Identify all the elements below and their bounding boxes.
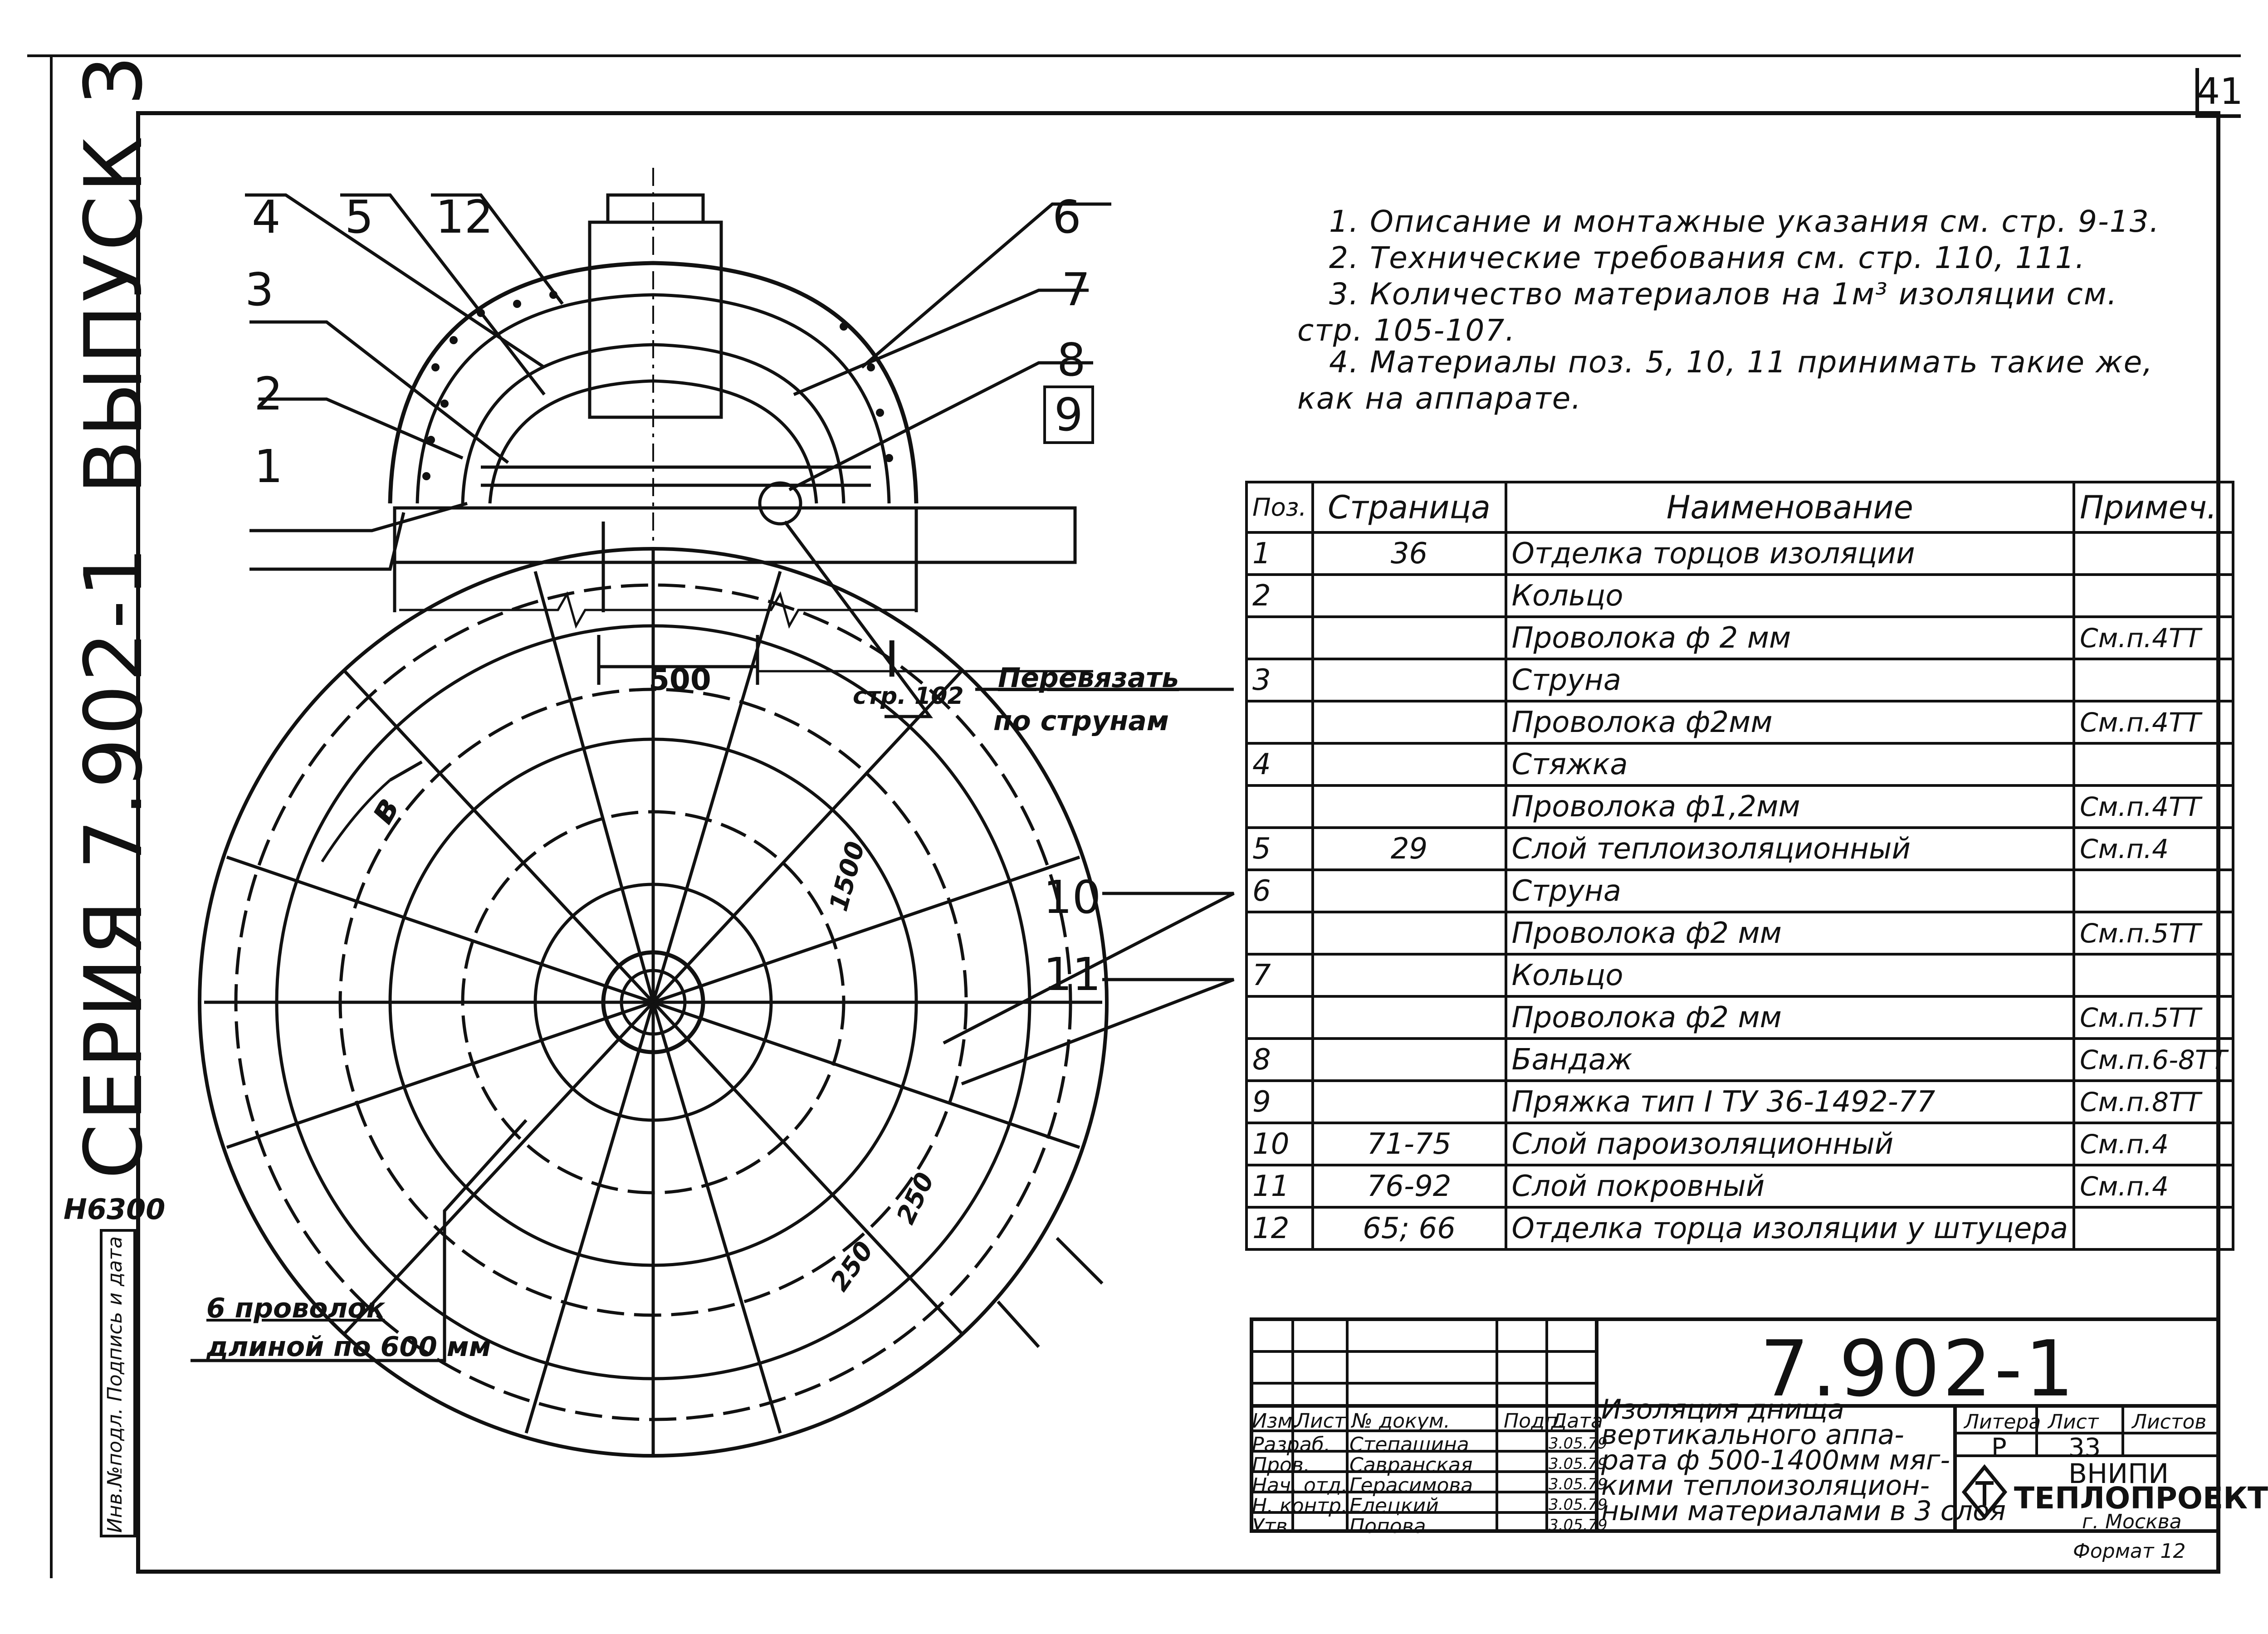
cell-name: Проволока ф1,2мм <box>1506 785 2074 828</box>
specification-table <box>1245 481 2234 1251</box>
stamp-date: 3.05.79 <box>1549 1496 1608 1514</box>
dim-1500: 1500 <box>824 838 871 915</box>
table-row <box>1246 575 2233 617</box>
sheet-format: Формат 12 <box>2073 1540 2186 1563</box>
stamp-name: Степашина <box>1349 1433 1469 1456</box>
table-row <box>1246 912 2233 954</box>
stamp-date: 3.05.79 <box>1549 1516 1608 1534</box>
inventory-code: Н6300 <box>64 1193 166 1226</box>
cell-name: Слой покровный <box>1506 1165 2074 1207</box>
stamp-date: 3.05.79 <box>1549 1475 1608 1493</box>
sheet-top-edge <box>27 54 2241 57</box>
stamp-role: Разраб. <box>1252 1433 1330 1456</box>
cell-pos: 11 <box>1246 1165 1313 1207</box>
table-row <box>1246 1081 2233 1123</box>
cell-page: 36 <box>1313 532 1506 575</box>
stamp-lit-header: Литера <box>1964 1410 2041 1434</box>
dim-250-a: 250 <box>891 1168 940 1229</box>
cell-page <box>1313 743 1506 785</box>
stamp-role: Утв. <box>1252 1515 1294 1538</box>
cell-name: Кольцо <box>1506 954 2074 996</box>
callout-10: 10 <box>1043 871 1101 924</box>
cell-page <box>1313 659 1506 701</box>
cell-name: Проволока ф 2 мм <box>1506 617 2074 659</box>
cell-pos: 1 <box>1246 532 1313 575</box>
wire-note-line1: 6 проволок <box>206 1293 385 1324</box>
cell-pos: 9 <box>1246 1081 1313 1123</box>
cell-pos: 7 <box>1246 954 1313 996</box>
stamp-col-docnum: № докум. <box>1352 1410 1450 1433</box>
callout-2: 2 <box>254 367 283 420</box>
issue-label: ВЫПУСК 3 <box>68 52 160 494</box>
cell-name: Проволока ф2мм <box>1506 701 2074 743</box>
cell-note <box>2074 532 2233 575</box>
series-label: СЕРИЯ 7.902-1 <box>68 544 160 1179</box>
cell-pos <box>1246 617 1313 659</box>
table-row <box>1246 1123 2233 1165</box>
col-note: Примеч. <box>2074 482 2233 532</box>
stamp-name: Герасимова <box>1349 1474 1473 1497</box>
cell-page: 71-75 <box>1313 1123 1506 1165</box>
stamp-sheet-header: Лист <box>2048 1410 2099 1434</box>
cell-name: Струна <box>1506 870 2074 912</box>
cell-note: См.п.8ТТ <box>2074 1081 2233 1123</box>
cell-pos: 4 <box>1246 743 1313 785</box>
note-3: 3. Количество материалов на 1м³ изоляции см. <box>1329 277 2118 312</box>
cell-page <box>1313 870 1506 912</box>
detail-mark: I <box>885 630 899 688</box>
cell-note <box>2074 1207 2233 1249</box>
note-1: 1. Описание и монтажные указания см. стр. 9-13. <box>1329 204 2160 239</box>
note-4-cont: как на аппарате. <box>1297 381 1582 416</box>
cell-page <box>1313 785 1506 828</box>
cell-pos <box>1246 701 1313 743</box>
org-logo-icon <box>1960 1463 2009 1522</box>
drawing-title: Изоляция днища вертикального аппа- рата ф 500-1400мм мяг- кими теплоизоляцион- ными материалами в 3 слоя <box>1601 1394 2006 1527</box>
cell-pos <box>1246 912 1313 954</box>
detail-circle <box>760 483 801 524</box>
cell-note: См.п.5ТТ <box>2074 996 2233 1039</box>
cell-note: См.п.4 <box>2074 1165 2233 1207</box>
cell-pos: 6 <box>1246 870 1313 912</box>
cell-note: См.п.4ТТ <box>2074 701 2233 743</box>
stamp-col-change: Изм. <box>1252 1410 1299 1433</box>
cell-note: См.п.5ТТ <box>2074 912 2233 954</box>
cell-name: Проволока ф2 мм <box>1506 996 2074 1039</box>
cell-pos: 3 <box>1246 659 1313 701</box>
table-row <box>1246 1039 2233 1081</box>
cell-page <box>1313 575 1506 617</box>
note-3-cont: стр. 105-107. <box>1297 313 1516 348</box>
org-name-2: ТЕПЛОПРОЕКТ <box>2014 1481 2268 1516</box>
cell-note: См.п.4ТТ <box>2074 617 2233 659</box>
dim-b: в <box>359 790 408 831</box>
org-name: ВНИПИ <box>2068 1458 2169 1490</box>
callout-9: 9 <box>1043 385 1094 444</box>
callout-6: 6 <box>1052 190 1081 244</box>
table-row <box>1246 617 2233 659</box>
col-position: Поз. <box>1246 482 1313 532</box>
cell-note: См.п.6-8ТТ <box>2074 1039 2233 1081</box>
note-2: 2. Технические требования см. стр. 110, 111. <box>1329 240 2086 275</box>
cell-name: Слой теплоизоляционный <box>1506 828 2074 870</box>
table-row <box>1246 701 2233 743</box>
callout-1: 1 <box>254 440 283 493</box>
cell-page: 29 <box>1313 828 1506 870</box>
cell-page <box>1313 1039 1506 1081</box>
cell-pos: 8 <box>1246 1039 1313 1081</box>
stamp-col-sign: Подп. <box>1504 1410 1564 1433</box>
cell-note <box>2074 870 2233 912</box>
cell-page <box>1313 1081 1506 1123</box>
table-row <box>1246 870 2233 912</box>
cell-page: 76-92 <box>1313 1165 1506 1207</box>
table-row <box>1246 659 2233 701</box>
cell-name: Струна <box>1506 659 2074 701</box>
stamp-col-date: Дата <box>1551 1410 1603 1433</box>
cell-pos: 12 <box>1246 1207 1313 1249</box>
table-row <box>1246 828 2233 870</box>
cell-note <box>2074 659 2233 701</box>
cell-note: См.п.4ТТ <box>2074 785 2233 828</box>
sheet-left-edge <box>50 54 53 1578</box>
cell-pos <box>1246 996 1313 1039</box>
cell-page <box>1313 701 1506 743</box>
callout-12: 12 <box>435 190 494 244</box>
cell-note <box>2074 743 2233 785</box>
table-header-row <box>1246 482 2233 532</box>
callout-5: 5 <box>345 190 374 244</box>
table-row <box>1246 1165 2233 1207</box>
inventory-margin-label: Инв.№подл. Подпись и дата <box>103 1236 127 1533</box>
col-page: Страница <box>1313 482 1506 532</box>
stamp-sheets-header: Листов <box>2132 1410 2207 1434</box>
dim-250-b: 250 <box>825 1236 880 1297</box>
callout-4: 4 <box>252 190 281 244</box>
stamp-col-sheet: Лист <box>1295 1410 1346 1433</box>
stamp-name: Попова <box>1349 1515 1426 1538</box>
cell-name: Бандаж <box>1506 1039 2074 1081</box>
cell-name: Отделка торца изоляции у штуцера <box>1506 1207 2074 1249</box>
stamp-name: Елецкий <box>1349 1494 1439 1517</box>
stamp-lit: Р <box>1991 1433 2007 1463</box>
stamp-name: Савранская <box>1349 1454 1473 1477</box>
cell-pos: 5 <box>1246 828 1313 870</box>
table-row <box>1246 996 2233 1039</box>
cell-page: 65; 66 <box>1313 1207 1506 1249</box>
table-row <box>1246 785 2233 828</box>
callout-11: 11 <box>1043 948 1101 1001</box>
org-city: г. Москва <box>2082 1510 2182 1533</box>
base-support <box>395 508 1075 562</box>
cell-page <box>1313 954 1506 996</box>
wire-note-line2: длиной по 600 мм <box>206 1331 491 1363</box>
stamp-date: 3.05.79 <box>1549 1434 1608 1453</box>
cell-pos: 10 <box>1246 1123 1313 1165</box>
cell-name: Кольцо <box>1506 575 2074 617</box>
cell-page <box>1313 996 1506 1039</box>
note-4: 4. Материалы поз. 5, 10, 11 принимать такие же, <box>1329 345 2154 380</box>
cell-note: См.п.4 <box>2074 1123 2233 1165</box>
cell-page <box>1313 912 1506 954</box>
tie-note-line1: Перевязать <box>998 662 1179 694</box>
detail-ref: стр. 102 <box>853 683 964 710</box>
cell-name: Пряжка тип I ТУ 36-1492-77 <box>1506 1081 2074 1123</box>
table-body <box>1246 532 2233 1249</box>
tie-note-line2: по струнам <box>993 705 1169 737</box>
cell-note: См.п.4 <box>2074 828 2233 870</box>
cell-name: Слой пароизоляционный <box>1506 1123 2074 1165</box>
dim-500: 500 <box>649 662 711 697</box>
cell-note <box>2074 954 2233 996</box>
cell-name: Стяжка <box>1506 743 2074 785</box>
document-code: 7.902-1 <box>1760 1324 2077 1414</box>
table-row <box>1246 743 2233 785</box>
stamp-date: 3.05.79 <box>1549 1455 1608 1473</box>
cell-name: Проволока ф2 мм <box>1506 912 2074 954</box>
table-row <box>1246 532 2233 575</box>
table-row <box>1246 954 2233 996</box>
callout-7: 7 <box>1061 263 1090 316</box>
callout-3: 3 <box>245 263 274 316</box>
cell-page <box>1313 617 1506 659</box>
stamp-role: Нач. отд. <box>1252 1474 1348 1497</box>
table-row <box>1246 1207 2233 1249</box>
nozzle <box>590 222 721 417</box>
stamp-role: Н. контр. <box>1252 1494 1348 1517</box>
callout-8: 8 <box>1057 333 1086 386</box>
cell-pos: 2 <box>1246 575 1313 617</box>
cell-note <box>2074 575 2233 617</box>
stamp-sheet: 33 <box>2068 1433 2101 1463</box>
nozzle-flange <box>608 195 703 222</box>
cell-pos <box>1246 785 1313 828</box>
sheet-number: 41 <box>2195 68 2241 118</box>
stamp-role: Пров. <box>1252 1454 1310 1477</box>
cell-name: Отделка торцов изоляции <box>1506 532 2074 575</box>
col-name: Наименование <box>1506 482 2074 532</box>
